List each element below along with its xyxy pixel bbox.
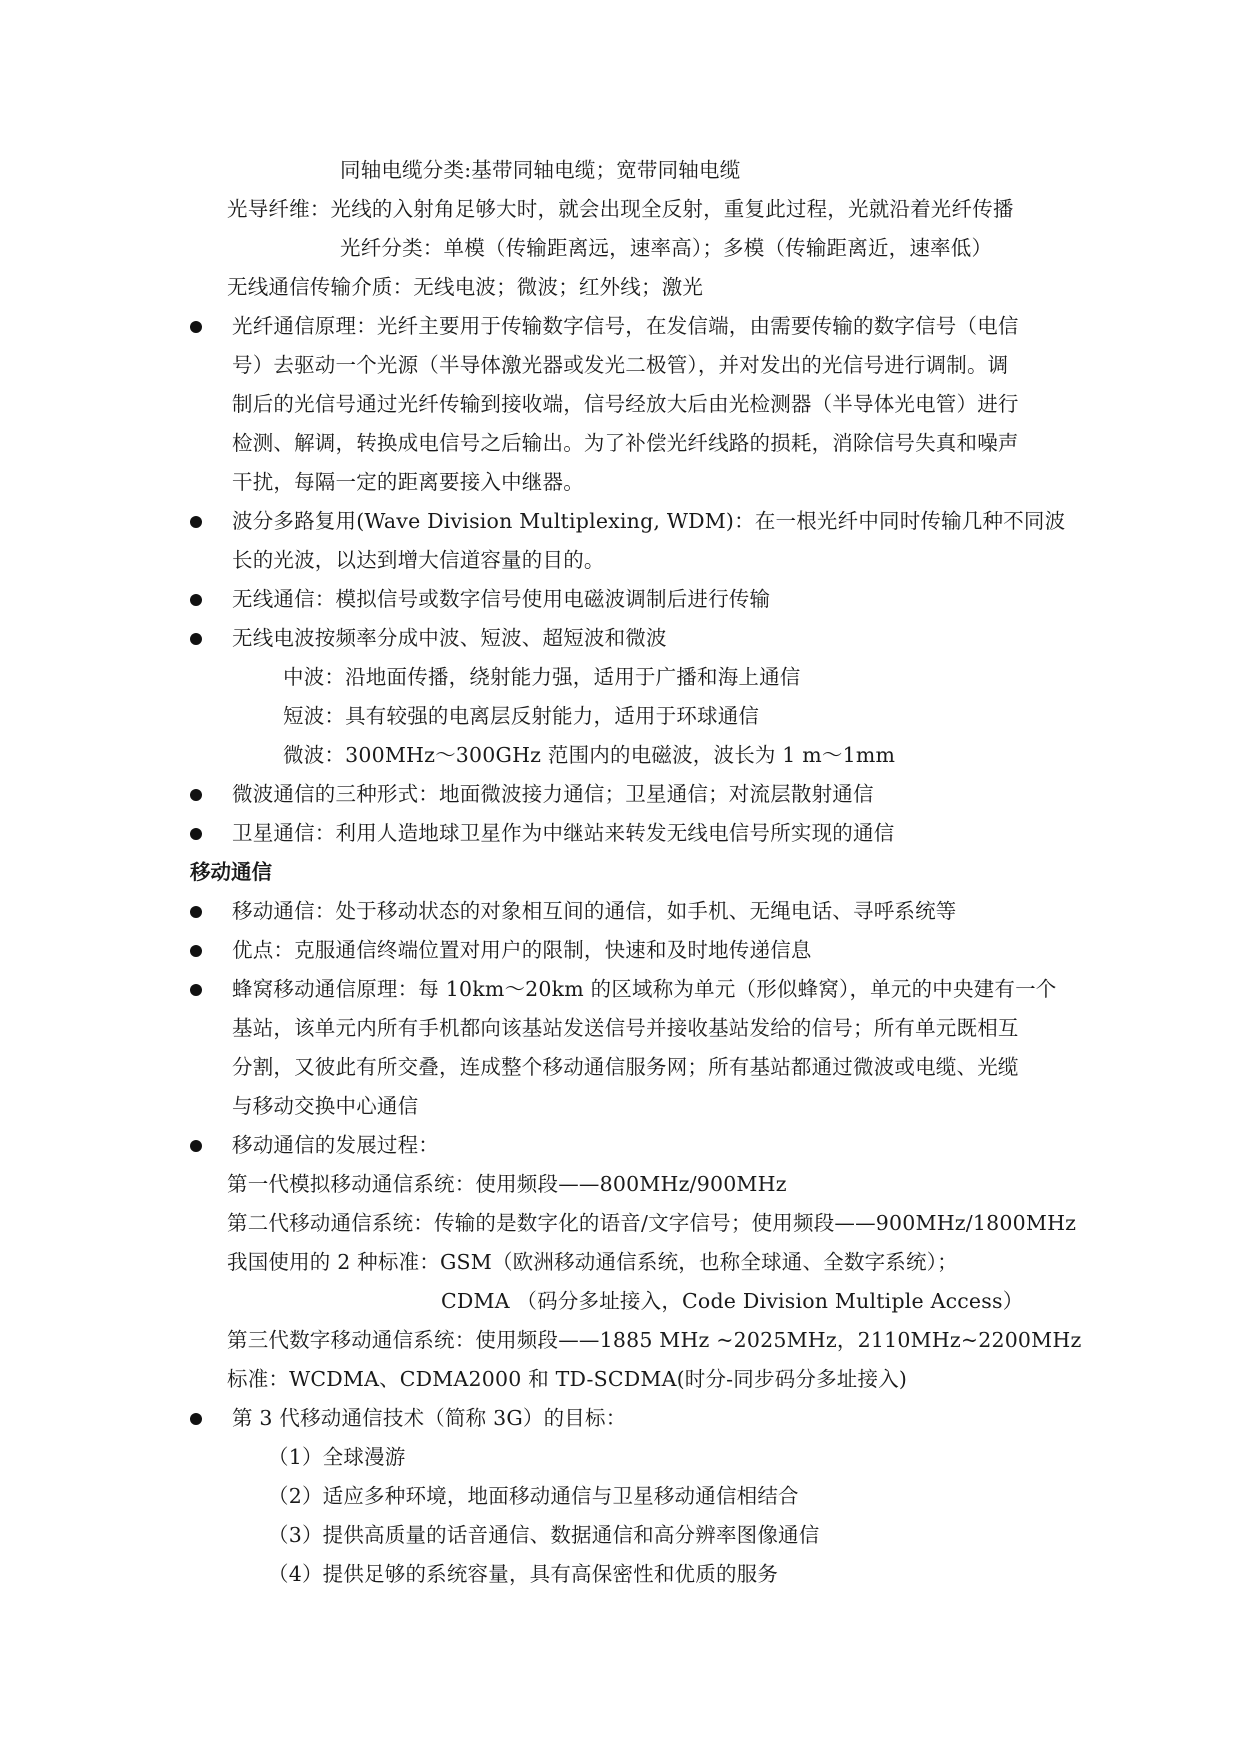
fiber-principle-line-5: 干扰，每隔一定的距离要接入中继器。 <box>232 470 584 494</box>
satellite-comm-line: 卫星通信：利用人造地球卫星作为中继站来转发无线电信号所实现的通信 <box>232 821 895 845</box>
bullet-dot <box>190 945 202 957</box>
cellular-principle-line-1: 蜂窝移动通信原理：每 10km～20km 的区域称为单元（形似蜂窝），单元的中央建有一个 <box>232 977 1057 1001</box>
first-gen-line: 第一代模拟移动通信系统：使用频段——800MHz/900MHz <box>227 1172 787 1196</box>
coax-classification-line: 同轴电缆分类:基带同轴电缆；宽带同轴电缆 <box>340 158 741 182</box>
bullet-dot <box>190 594 202 606</box>
radio-bands-line: 无线电波按频率分成中波、短波、超短波和微波 <box>232 626 667 650</box>
advantages-line: 优点：克服通信终端位置对用户的限制，快速和及时地传递信息 <box>232 938 812 962</box>
fiber-classification-line: 光纤分类：单模（传输距离远，速率高）；多模（传输距离近，速率低） <box>340 236 993 260</box>
goal-2-line: （2）适应多种环境，地面移动通信与卫星移动通信相结合 <box>268 1484 799 1508</box>
china-standards-line: 我国使用的 2 种标准：GSM（欧洲移动通信系统，也称全球通、全数字系统）； <box>227 1250 958 1274</box>
development-line: 移动通信的发展过程： <box>232 1133 439 1157</box>
goal-3-line: （3）提供高质量的话音通信、数据通信和高分辨率图像通信 <box>268 1523 820 1547</box>
microwave-line: 微波：300MHz～300GHz 范围内的电磁波，波长为 1 m～1mm <box>283 743 896 767</box>
cdma-line: CDMA （码分多址接入，Code Division Multiple Access） <box>441 1289 1024 1313</box>
section-heading: 移动通信 <box>190 860 272 884</box>
optical-fiber-line: 光导纤维：光线的入射角足够大时，就会出现全反射，重复此过程，光就沿着光纤传播 <box>227 197 1014 221</box>
wdm-line-2: 长的光波，以达到增大信道容量的目的。 <box>232 548 605 572</box>
fiber-principle-line-2: 号）去驱动一个光源（半导体激光器或发光二极管），并对发出的光信号进行调制。调 <box>232 353 1009 377</box>
second-gen-line: 第二代移动通信系统：传输的是数字化的语音/文字信号；使用频段——900MHz/1800MHz <box>227 1211 1077 1235</box>
microwave-forms-line: 微波通信的三种形式：地面微波接力通信；卫星通信；对流层散射通信 <box>232 782 874 806</box>
bullet-dot <box>190 516 202 528</box>
third-gen-line: 第三代数字移动通信系统：使用频段——1885 MHz ~2025MHz，2110MHz~2200MHz <box>227 1328 1082 1352</box>
goal-4-line: （4）提供足够的系统容量，具有高保密性和优质的服务 <box>268 1562 779 1586</box>
bullet-dot <box>190 789 202 801</box>
3g-goals-line: 第 3 代移动通信技术（简称 3G）的目标： <box>232 1406 627 1430</box>
fiber-principle-line-1: 光纤通信原理：光纤主要用于传输数字信号，在发信端，由需要传输的数字信号（电信 <box>232 314 1019 338</box>
fiber-principle-line-3: 制后的光信号通过光纤传输到接收端，信号经放大后由光检测器（半导体光电管）进行 <box>232 392 1019 416</box>
short-wave-line: 短波：具有较强的电离层反射能力，适用于环球通信 <box>283 704 760 728</box>
wireless-comm-line: 无线通信：模拟信号或数字信号使用电磁波调制后进行传输 <box>232 587 771 611</box>
bullet-dot <box>190 321 202 333</box>
cellular-principle-line-3: 分割，又彼此有所交叠，连成整个移动通信服务网；所有基站都通过微波或电缆、光缆 <box>232 1055 1019 1079</box>
bullet-dot <box>190 906 202 918</box>
mobile-comm-definition-line: 移动通信：处于移动状态的对象相互间的通信，如手机、无绳电话、寻呼系统等 <box>232 899 957 923</box>
fiber-principle-line-4: 检测、解调，转换成电信号之后输出。为了补偿光纤线路的损耗，消除信号失真和噪声 <box>232 431 1019 455</box>
bullet-dot <box>190 828 202 840</box>
cellular-principle-line-2: 基站，该单元内所有手机都向该基站发送信号并接收基站发给的信号；所有单元既相互 <box>232 1016 1019 1040</box>
bullet-dot <box>190 984 202 996</box>
medium-wave-line: 中波：沿地面传播，绕射能力强，适用于广播和海上通信 <box>283 665 801 689</box>
goal-1-line: （1）全球漫游 <box>268 1445 406 1469</box>
third-gen-standards-line: 标准：WCDMA、CDMA2000 和 TD-SCDMA(时分-同步码分多址接入) <box>227 1367 908 1391</box>
wdm-line-1: 波分多路复用(Wave Division Multiplexing, WDM)：在一根光纤中同时传输几种不同波 <box>232 509 1066 533</box>
bullet-dot <box>190 633 202 645</box>
wireless-media-line: 无线通信传输介质：无线电波；微波；红外线；激光 <box>227 275 704 299</box>
cellular-principle-line-4: 与移动交换中心通信 <box>232 1094 419 1118</box>
bullet-dot <box>190 1140 202 1152</box>
bullet-dot <box>190 1413 202 1425</box>
